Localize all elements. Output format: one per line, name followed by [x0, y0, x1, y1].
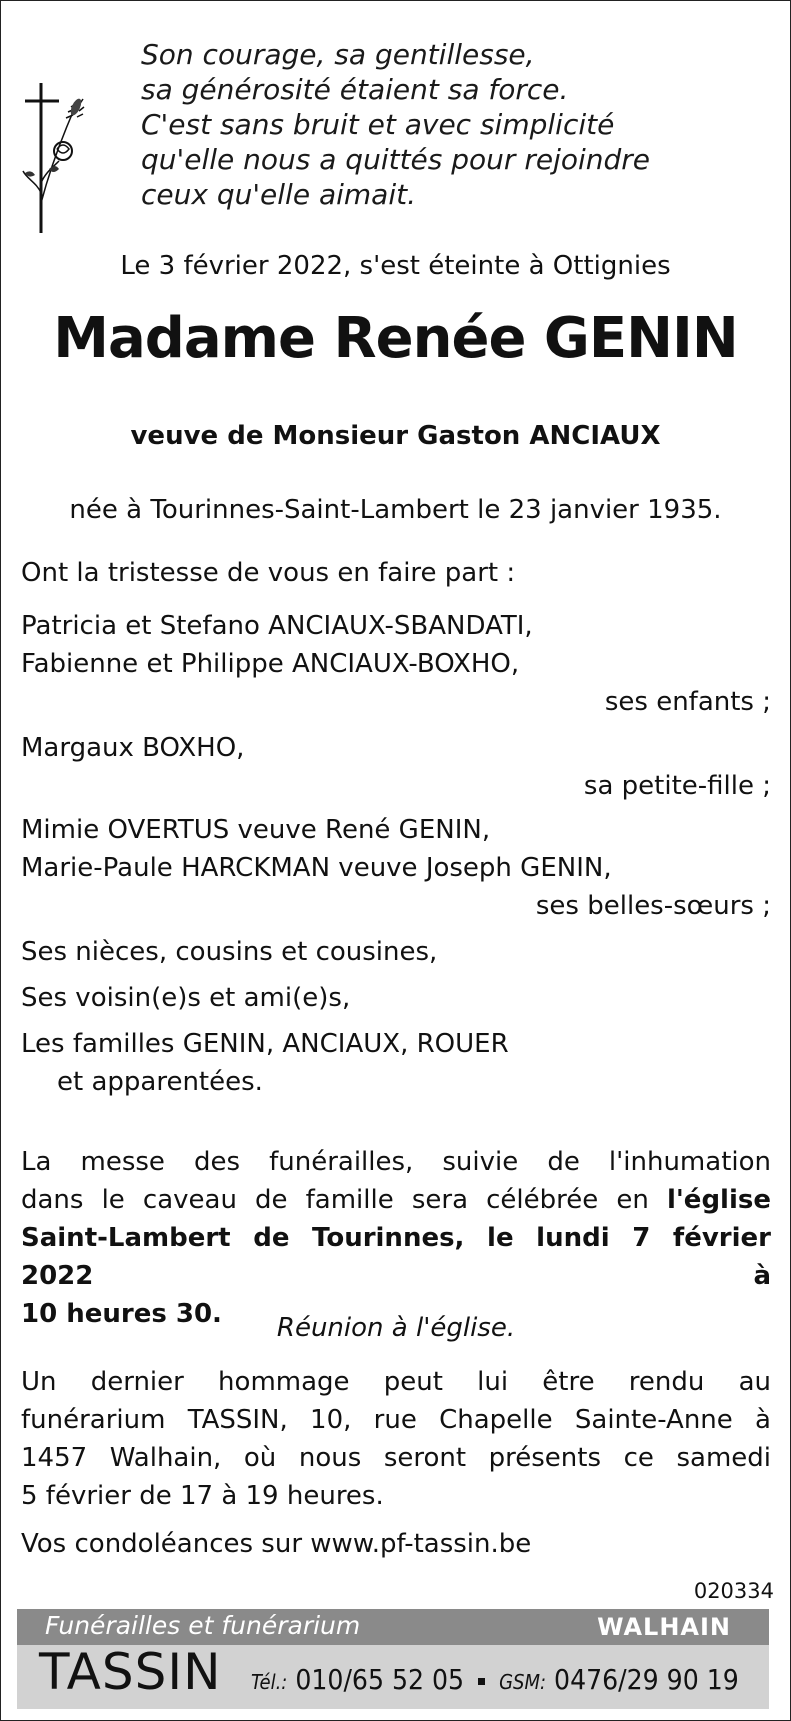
gsm-number: 0476/29 90 19 — [554, 1663, 739, 1696]
family-nieces: Ses nièces, cousins et cousines, — [21, 937, 438, 967]
poem-line: qu'elle nous a quittés pour rejoindre — [141, 143, 651, 176]
tribute-line-2: funérarium TASSIN, 10, rue Chapelle Sainte-Anne à — [21, 1405, 771, 1435]
funeral-line-2: dans le caveau de famille sera célébrée en l'église — [21, 1185, 771, 1215]
widow-line: veuve de Monsieur Gaston ANCIAUX — [130, 421, 661, 451]
family-neighbours: Ses voisin(e)s et ami(e)s, — [21, 983, 351, 1013]
family-children-1: Patricia et Stefano ANCIAUX-SBANDATI, — [21, 611, 533, 641]
poem-line: Son courage, sa gentillesse, — [141, 38, 535, 71]
death-line: Le 3 février 2022, s'est éteinte à Ottignies — [120, 251, 671, 281]
family-sister-in-law-2: Marie-Paule HARCKMAN veuve Joseph GENIN, — [21, 853, 612, 883]
reference-number: 020334 — [693, 1579, 774, 1603]
family-children-label: ses enfants ; — [604, 687, 771, 717]
footer-town: WALHAIN — [597, 1613, 731, 1641]
family-sisters-in-law-label: ses belles-sœurs ; — [535, 891, 771, 921]
gsm-label: GSM: — [499, 1670, 547, 1694]
footer-tagline: Funérailles et funérarium — [45, 1611, 361, 1640]
funeral-line-1: La messe des funérailles, suivie de l'inhumation — [21, 1147, 771, 1177]
announce-text: Ont la tristesse de vous en faire part : — [21, 558, 516, 588]
tribute-details — [21, 1363, 771, 1515]
poem-line: sa générosité étaient sa force. — [141, 73, 569, 106]
separator-dot-icon — [478, 1678, 485, 1685]
family-list — [21, 607, 771, 1101]
cross-with-wheat-and-rose-icon — [19, 83, 91, 233]
tribute-line-4: 5 février de 17 à 19 heures. — [21, 1481, 384, 1511]
condolences-line: Vos condoléances sur www.pf-tassin.be — [21, 1529, 532, 1559]
family-sister-in-law-1: Mimie OVERTUS veuve René GENIN, — [21, 815, 491, 845]
footer-band — [17, 1609, 769, 1645]
family-granddaughter-label: sa petite-fille ; — [583, 771, 771, 801]
funeral-details — [21, 1143, 771, 1333]
tel-number: 010/65 52 05 — [295, 1663, 465, 1696]
tel-label: Tél.: — [251, 1670, 288, 1694]
family-granddaughter: Margaux BOXHO, — [21, 733, 245, 763]
funeral-home-footer — [17, 1609, 769, 1709]
funeral-line-4: 10 heures 30. — [21, 1299, 222, 1329]
tribute-line-3: 1457 Walhain, où nous seront présents ce samedi — [21, 1443, 771, 1473]
reunion-line: Réunion à l'église. — [276, 1313, 516, 1343]
birth-line: née à Tourinnes-Saint-Lambert le 23 janvier 1935. — [69, 495, 722, 525]
family-children-2: Fabienne et Philippe ANCIAUX-BOXHO, — [21, 649, 520, 679]
family-families-cont: et apparentées. — [57, 1067, 263, 1097]
deceased-name: Madame Renée GENIN — [53, 306, 738, 371]
poem-line: ceux qu'elle aimait. — [141, 178, 416, 211]
footer-contact — [251, 1663, 739, 1696]
family-families: Les familles GENIN, ANCIAUX, ROUER — [21, 1029, 509, 1059]
poem-line: C'est sans bruit et avec simplicité — [141, 108, 615, 141]
tribute-line-1: Un dernier hommage peut lui être rendu au — [21, 1367, 771, 1397]
footer-brand: TASSIN — [39, 1643, 222, 1701]
poem — [141, 37, 741, 212]
funeral-line-3: Saint-Lambert de Tourinnes, le lundi 7 février 2022 à — [21, 1223, 771, 1291]
